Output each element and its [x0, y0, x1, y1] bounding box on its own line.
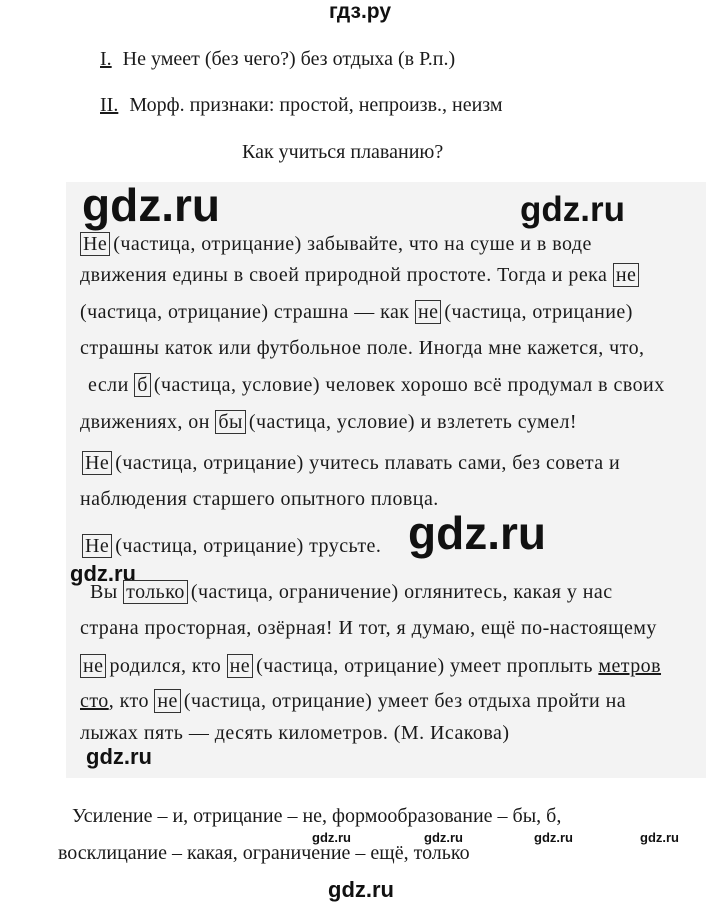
text-line-8 [80, 488, 439, 511]
watermark-left-mid: gdz.ru [70, 561, 136, 586]
line-text: (частица, отрицание) страшна — как [80, 301, 410, 323]
particle-box: бы [215, 410, 246, 434]
text-line-3 [80, 300, 633, 324]
analysis-line-1 [100, 48, 455, 71]
particle-box: не [80, 654, 106, 678]
line-text: (частица, отрицание) умеет проплыть [256, 655, 593, 677]
watermark-big-top: gdz.ru [82, 179, 220, 231]
particle-box: Не [82, 534, 112, 558]
underlined-word: метров [598, 655, 662, 677]
analysis-line-2 [100, 94, 503, 117]
text-line-10 [90, 580, 613, 604]
watermark-small-2: gdz.ru [424, 830, 463, 845]
watermark-small-3: gdz.ru [534, 830, 573, 845]
particle-box: Не [82, 451, 112, 475]
roman-numeral-2: II. [100, 94, 119, 116]
line-text: родился, кто [109, 655, 222, 677]
text-line-7 [82, 451, 620, 475]
text-line-14 [80, 722, 509, 745]
line-text: (частица, отрицание) трусьте. [115, 535, 382, 557]
text-line-2 [80, 263, 642, 287]
particle-box: не [154, 689, 180, 713]
line-text: (частица, отрицание) [444, 301, 633, 323]
line-text: (частица, отрицание) умеет без отдыха пройти на [183, 690, 627, 712]
text-line-9 [82, 534, 381, 558]
line-text: если [88, 374, 129, 396]
text-line-12 [80, 654, 661, 678]
text-line-5 [88, 373, 665, 397]
line-text: движениях, он [80, 411, 210, 433]
watermark-left-low: gdz.ru [86, 744, 152, 769]
line-text: (частица, ограничение) оглянитесь, какая у нас [190, 581, 613, 603]
particle-box: не [415, 300, 441, 324]
analysis-text-1: Не умеет (без чего?) без отдыха (в Р.п.) [122, 48, 456, 70]
line-text: (частица, условие) человек хорошо всё продумал в своих [153, 374, 665, 396]
underlined-word: сто [80, 690, 109, 712]
summary-line-2: восклицание – какая, ограничение – ещё, только [58, 842, 470, 864]
line-text: , кто [108, 690, 149, 712]
particle-box: б [134, 373, 151, 397]
text-line-4 [80, 337, 644, 360]
line-text: лыжах пять — десять километров. (М. Исакова) [80, 722, 510, 744]
watermark-right-top: gdz.ru [520, 190, 625, 229]
line-text: Вы [90, 581, 118, 603]
line-text: (частица, условие) и взлететь сумел! [248, 411, 578, 433]
particle-box: не [227, 654, 253, 678]
analysis-text-2: Морф. признаки: простой, непроизв., неизм [129, 94, 503, 116]
line-text: (частица, отрицание) учитесь плавать сами, без совета и [115, 452, 621, 474]
line-text: наблюдения старшего опытного пловца. [80, 488, 439, 510]
watermark-small-1: gdz.ru [312, 830, 351, 845]
line-text: (частица, отрицание) забывайте, что на суше и в воде [113, 233, 592, 255]
line-text: движения едины в своей природной простоте. Тогда и река [80, 264, 608, 286]
text-line-1 [80, 232, 592, 256]
watermark-bottom: gdz.ru [328, 877, 394, 902]
summary-line-1: Усиление – и, отрицание – не, формообразование – бы, б, [72, 805, 562, 827]
text-line-6 [80, 410, 577, 434]
question-title: Как учиться плаванию? [242, 141, 444, 163]
watermark-small-4: gdz.ru [640, 830, 679, 845]
site-header: гдз.ру [328, 0, 392, 23]
roman-numeral-1: I. [100, 48, 112, 70]
line-text: страна просторная, озёрная! И тот, я думаю, ещё по-настоящему [80, 617, 657, 639]
particle-box: не [613, 263, 639, 287]
watermark-middle: gdz.ru [408, 507, 546, 559]
particle-box: Не [80, 232, 110, 256]
text-line-11 [80, 617, 657, 640]
line-text: страшны каток или футбольное поле. Иногда мне кажется, что, [80, 337, 645, 359]
particle-box: только [123, 580, 188, 604]
text-line-13 [80, 689, 626, 713]
